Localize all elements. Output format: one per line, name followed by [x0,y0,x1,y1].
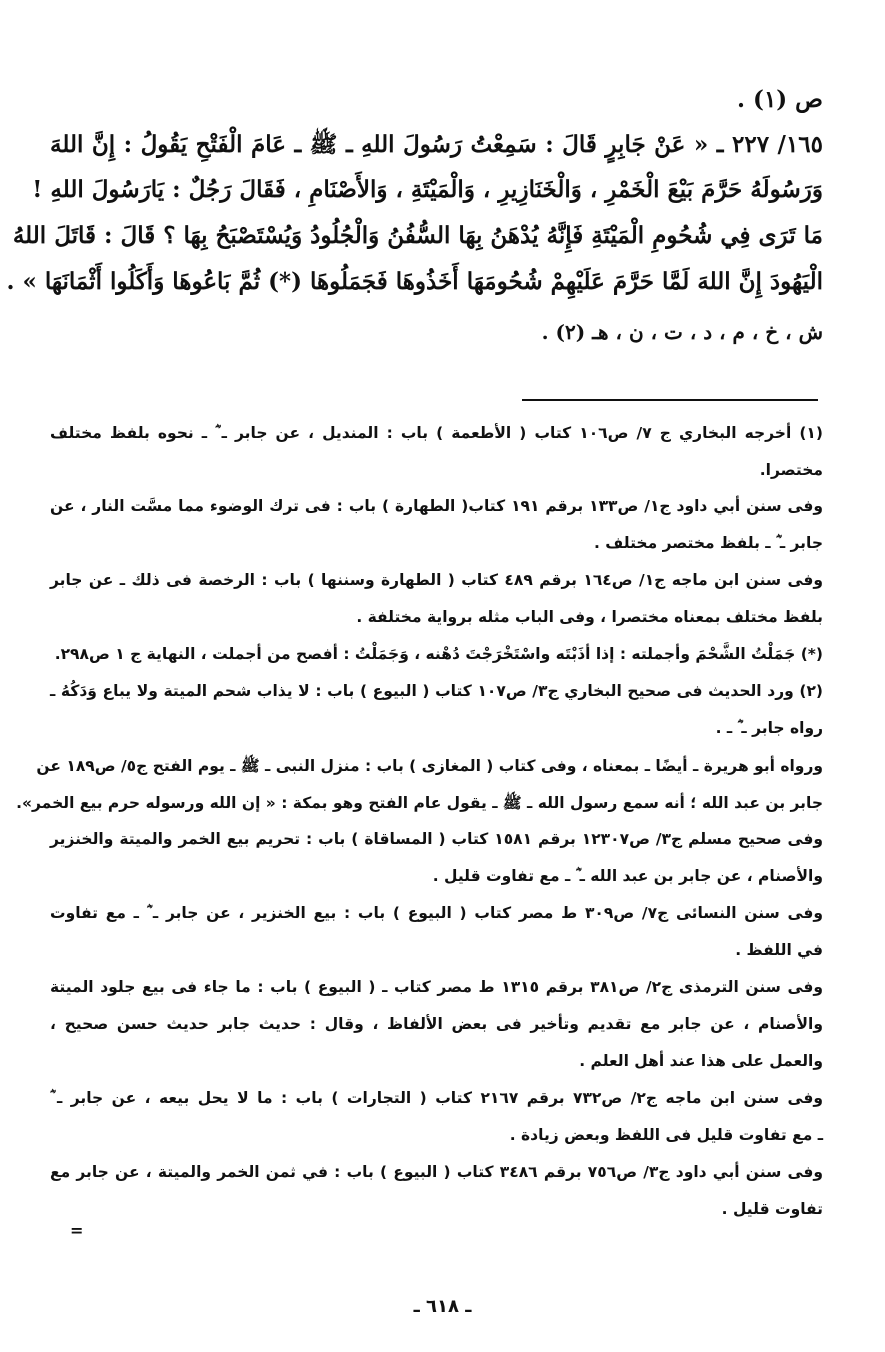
footnote-line: والأصنام ، عن جابر بن عبد الله ـ ؓ ـ مع تفاوت قليل . [432,867,823,885]
continuation-mark: = [70,1221,84,1240]
footnote-line: والأصنام ، عن جابر مع تقديم وتأخير فى بعض الألفاظ ، وقال : حديث جابر حديث حسن صحيح ، [50,1015,823,1033]
sources-line: ش ، خ ، م ، د ، ت ، ن ، هـ (٢) . [541,320,823,344]
footnote-line: في اللفظ . [735,941,823,959]
footnote-line: (٢) ورد الحديث فى صحيح البخاري ج٣/ ص١٠٧ كتاب ( البيوع ) باب : لا يذاب شحم الميتة ولا يباع وَدَكُهُ ـ [50,682,824,700]
footnote-line: وفى سنن أبي داود ج٣/ ص٧٥٦ برقم ٣٤٨٦ كتاب ( البيوع ) باب : في ثمن الخمر والميتة ، عن جابر مع [50,1163,823,1181]
footnote-line: وفى سنن النسائى ج٧/ ص٣٠٩ ط مصر كتاب ( البيوع ) باب : بيع الخنزير ، عن جابر ـ ؓ ـ مع تفاوت [50,904,823,922]
footnote-line: وفى سنن ابن ماجه ج١/ ص١٦٤ برقم ٤٨٩ كتاب ( الطهارة وسننها ) باب : الرخصة فى ذلك ـ عن جابر [50,571,823,589]
footnote-line: ـ مع تفاوت قليل فى اللفظ وبعض زيادة . [509,1126,823,1144]
footnote-line: مختصرا. [759,461,823,479]
footnote-line: رواه جابر ـ ؓ ـ . [715,719,823,737]
footnote-line: وفى سنن ابن ماجه ج٢/ ص٧٣٢ برقم ٢١٦٧ كتاب ( التجارات ) باب : ما لا يحل بيعه ، عن جابر ـ ؓ [50,1089,823,1107]
main-line: وَرَسُولَهُ حَرَّمَ بَيْعَ الْخَمْرِ ، وَالْخَنَازِيرِ ، وَالْمَيْتَةِ ، وَالأَصْنَامِ ، فَقَالَ رَجُلٌ : يَارَسُولَ اللهِ ! [32,176,823,203]
main-line: الْيَهُودَ إِنَّ اللهَ لَمَّا حَرَّمَ عَلَيْهِمْ شُحُومَهَا أَخَذُوهَا فَجَمَلُوهَا (*) ثُمَّ بَاعُوهَا وَأَكَلُوا أَثْمَانَهَا » . [6,268,823,295]
footnote-line: وفى صحيح مسلم ج٣/ ص١٢٣٠٧ برقم ١٥٨١ كتاب ( المساقاة ) باب : تحريم بيع الخمر والميتة والخنزير [50,830,823,848]
main-line: ١٦٥/ ٢٢٧ ـ « عَنْ جَابِرٍ قَالَ : سَمِعْتُ رَسُولَ اللهِ ـ ﷺ ـ عَامَ الْفَتْحِ يَقُولُ : إِنَّ اللهَ [50,131,823,158]
footnote-divider [522,399,818,401]
footnote-line: تفاوت قليل . [721,1200,823,1218]
footnote-line: وفى سنن الترمذى ج٢/ ص٣٨١ برقم ١٣١٥ ط مصر كتاب ـ ( البيوع ) باب : ما جاء فى بيع جلود الميتة [50,978,823,996]
footnote-line: بلفظ مختلف بمعناه مختصرا ، وفى الباب مثله برواية مختلفة . [356,608,823,626]
footnote-line: وفى سنن أبي داود ج١/ ص١٣٣ برقم ١٩١ كتاب( الطهارة ) باب : فى ترك الوضوء مما مسَّت النار ، عن [50,497,823,515]
main-line: مَا تَرَى فِي شُحُومِ الْمَيْتَةِ فَإِنَّهُ يُدْهَنُ بِهَا السُّفُنُ وَالْجُلُودُ وَيُسْتَصْبَحُ بِهَا ؟ قَالَ : قَاتَلَ اللهُ [12,222,823,249]
footnote-line: والعمل على هذا عند أهل العلم . [579,1052,823,1070]
main-line: ص (١) . [737,86,823,113]
footnote-line: جابر بن عبد الله ؛ أنه سمع رسول الله ـ ﷺ ـ يقول عام الفتح وهو بمكة : « إن الله ورسوله حرم بيع الخمر». [16,794,823,812]
footnote-line: ورواه أبو هريرة ـ أيضًا ـ بمعناه ، وفى كتاب ( المغازى ) باب : منزل النبى ـ ﷺ ـ يوم الفتح ج٥/ ص١٨٩ عن [36,757,823,775]
footnote-line: جابر ـ ؓ ـ بلفظ مختصر مختلف . [594,534,823,552]
footnote-line: (١) أخرجه البخاري ج ٧/ ص١٠٦ كتاب ( الأطعمة ) باب : المنديل ، عن جابر ـ ؓ ـ نحوه بلفظ مختلف [50,424,823,442]
footnote-line: (*) جَمَلْتُ الشَّحْمَ وأجملته : إذا أذَبْتَه واسْتَخْرَجْتَ دُهْنه ، وَجَمَلْتُ : أفصح من أجملت ، النهاية ج ١ ص٢٩٨. [54,645,823,663]
page-number: ـ ٦١٨ ـ [413,1296,472,1317]
